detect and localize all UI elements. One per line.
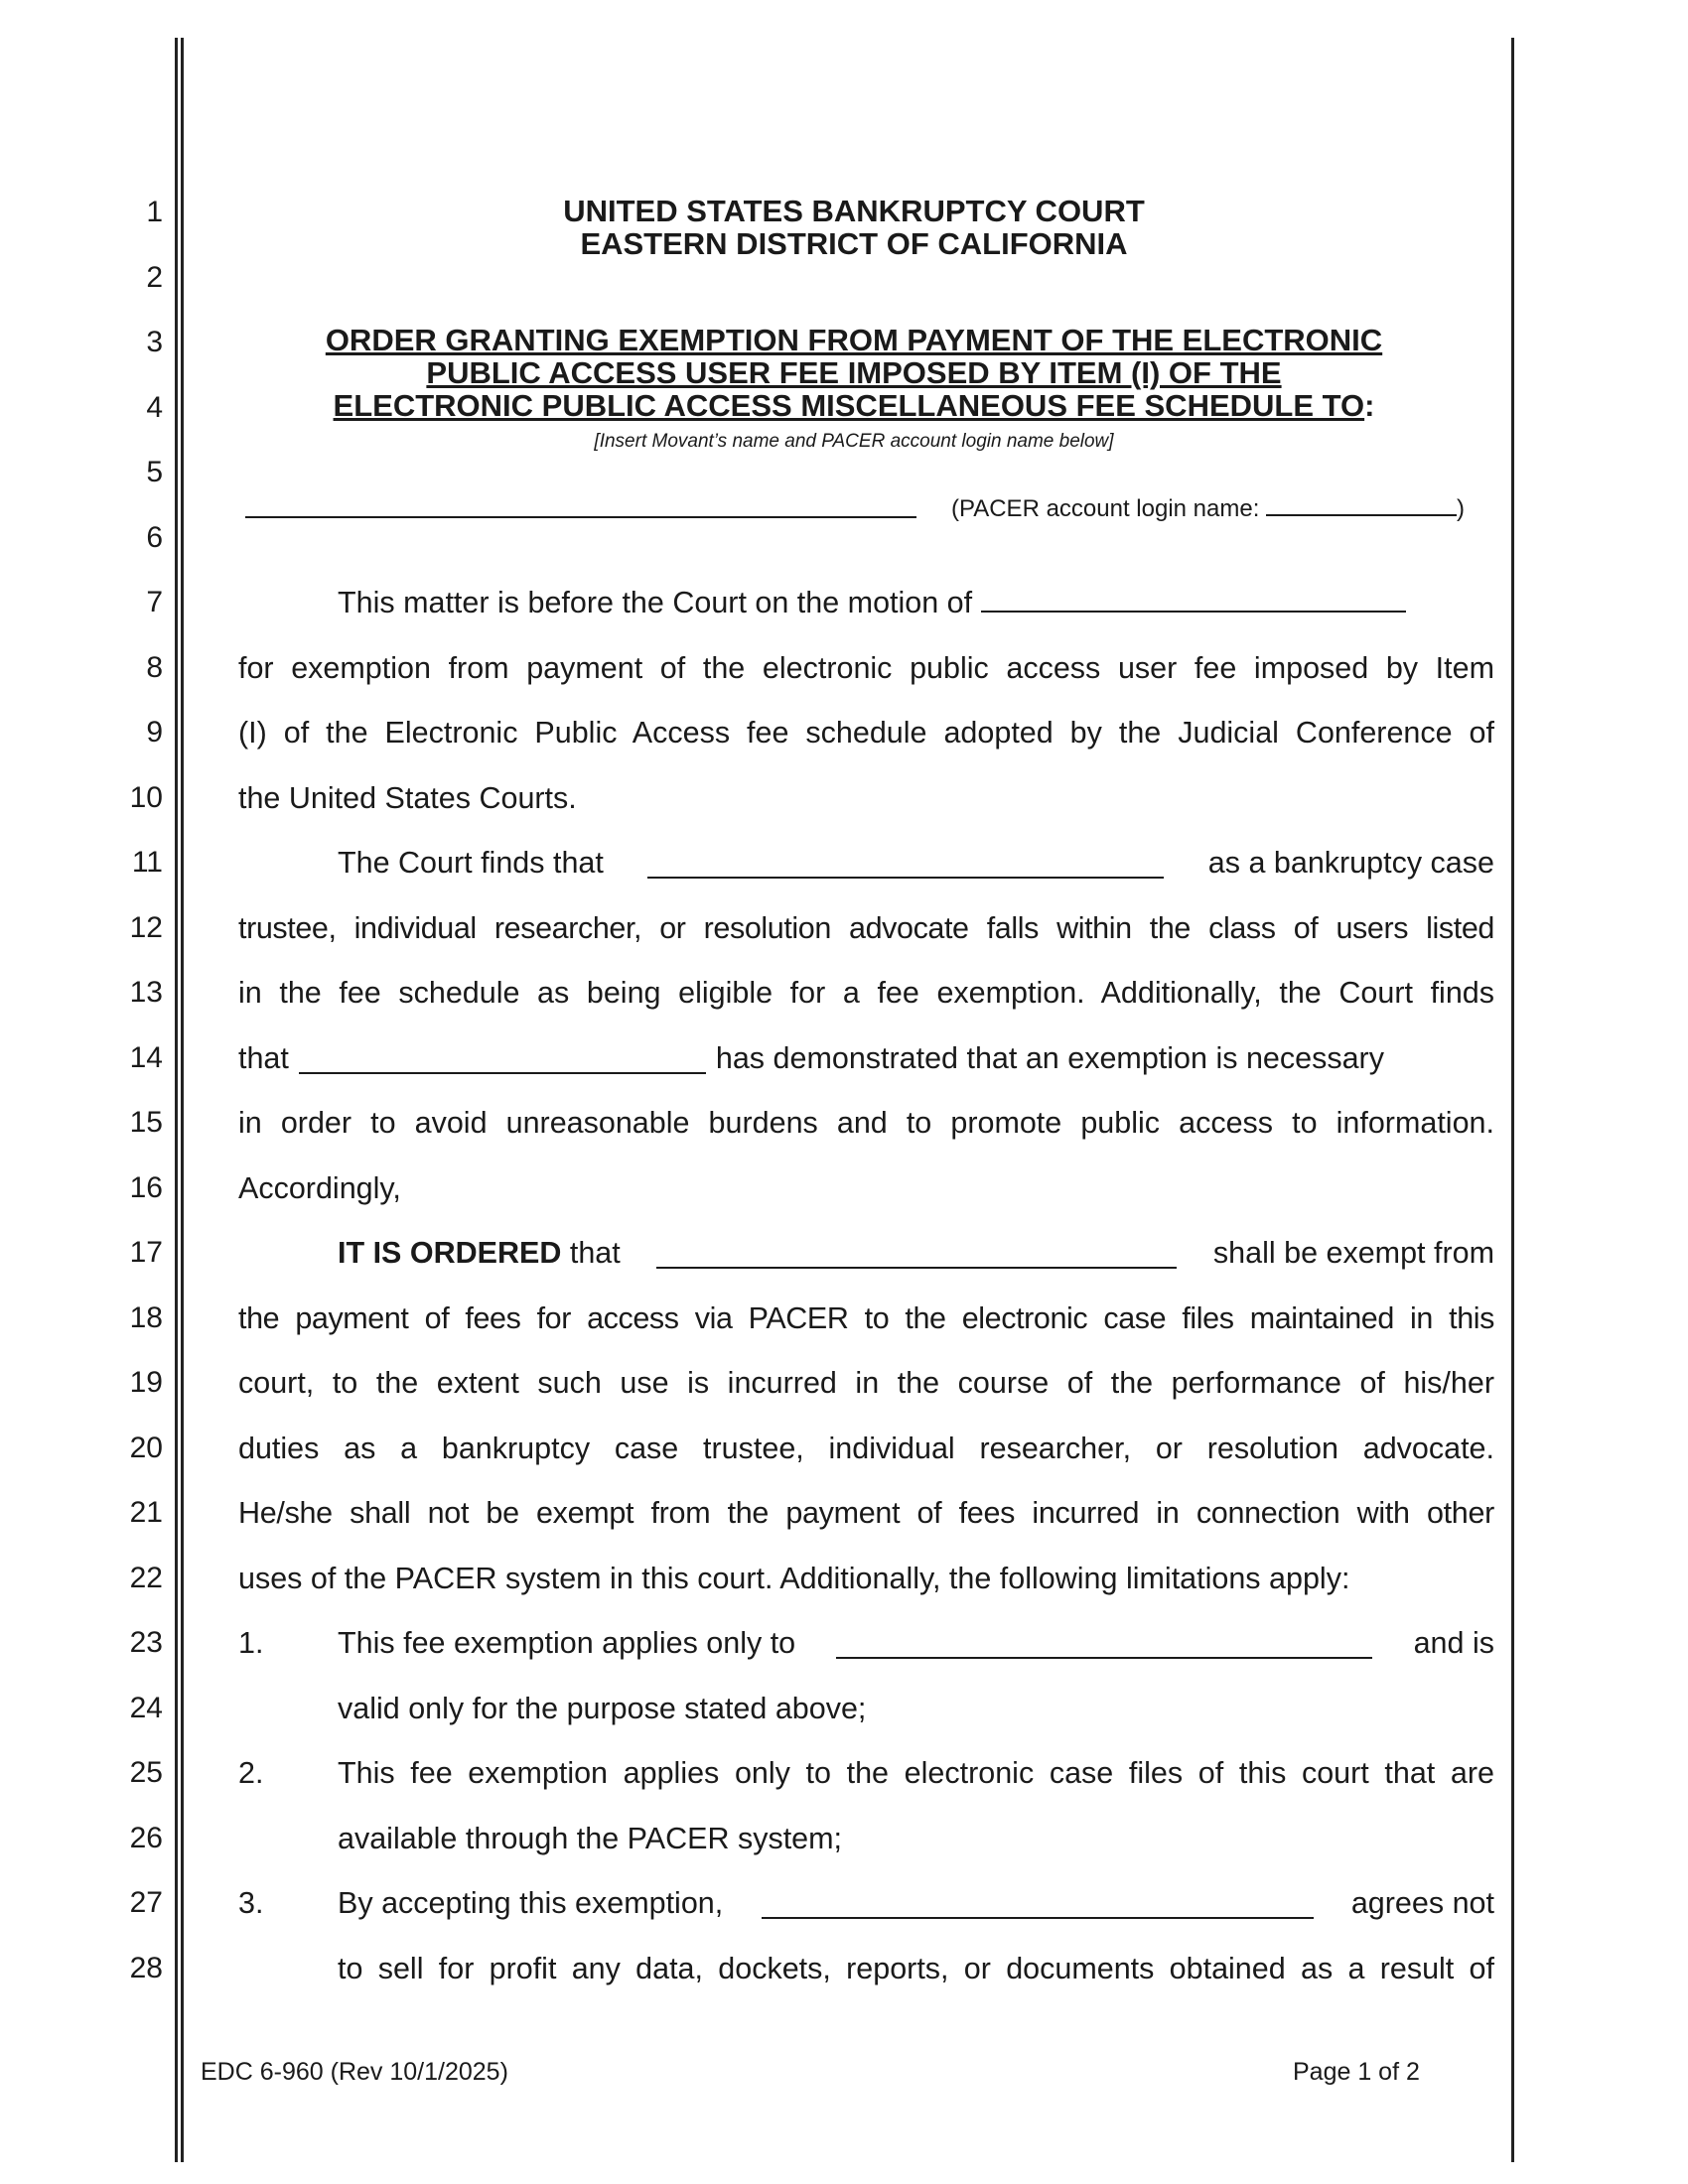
body-text: By accepting this exemption, [338,1886,724,1920]
line-number: 14 [129,1041,163,1074]
line-number: 20 [129,1432,163,1464]
list-number-1: 1. [238,1626,264,1660]
movant-blank-6[interactable] [762,1891,1314,1919]
body-line-16: Accordingly, [238,1171,401,1205]
line-number: 4 [146,391,163,424]
line-number: 3 [146,326,163,358]
left-margin-rule-inner [181,38,184,2162]
order-title-line-2: PUBLIC ACCESS USER FEE IMPOSED BY ITEM (I) OF THE [426,355,1282,390]
body-text: This matter is before the Court on the motion of [338,586,973,619]
pacer-login-close: ) [1457,495,1466,522]
body-line-12: trustee, individual researcher, or resolution advocate falls within the class of users listed [238,911,1494,945]
line-number: 10 [129,781,163,814]
body-text: that [238,1041,289,1075]
court-district: EASTERN DISTRICT OF CALIFORNIA [580,226,1128,261]
list-number-2: 2. [238,1756,264,1790]
order-title-line-1: ORDER GRANTING EXEMPTION FROM PAYMENT OF THE ELECTRONIC [325,323,1383,357]
line-number: 18 [129,1301,163,1334]
order-title-line-3: ELECTRONIC PUBLIC ACCESS MISCELLANEOUS FEE SCHEDULE TO [333,388,1365,423]
body-line-13: in the fee schedule as being eligible for a fee exemption. Additionally, the Court finds [238,976,1494,1010]
list-item-1-line-1 [338,1625,1494,1661]
order-title-colon: : [1364,388,1375,423]
body-text: shall be exempt from [1212,1236,1494,1270]
line-number: 5 [146,456,163,488]
body-line-21: He/she shall not be exempt from the payment of fees incurred in connection with other [238,1496,1494,1530]
page-number: Page 1 of 2 [1293,2058,1420,2086]
body-line-8: for exemption from payment of the electronic public access user fee imposed by Item [238,651,1494,685]
body-line-15: in order to avoid unreasonable burdens and to promote public access to information. [238,1106,1494,1140]
movant-name-field[interactable] [245,486,916,518]
body-text: The Court finds that [338,846,604,880]
line-number: 27 [129,1886,163,1919]
line-number: 11 [131,846,163,879]
movant-blank-2[interactable] [647,851,1164,879]
line-number: 1 [146,196,163,228]
line-number: 9 [146,716,163,749]
movant-blank-3[interactable] [299,1046,706,1074]
movant-blank-5[interactable] [836,1631,1372,1659]
list-item-3-line-2: to sell for profit any data, dockets, reports, or documents obtained as a result of [338,1952,1494,1985]
line-number: 15 [129,1106,163,1139]
body-text: This fee exemption applies only to [338,1626,796,1660]
movant-blank-1[interactable] [981,585,1406,613]
body-text: agrees not [1350,1886,1494,1920]
pacer-login-label: (PACER account login name: [951,495,1267,522]
line-number: 12 [129,911,163,944]
court-name: UNITED STATES BANKRUPTCY COURT [563,194,1145,228]
body-text: has demonstrated that an exemption is necessary [715,1041,1384,1075]
line-number: 8 [146,651,163,684]
line-number: 22 [129,1562,163,1594]
body-line-17 [338,1235,1494,1271]
body-line-14 [238,1040,1450,1076]
order-title-line-3-wrap [238,389,1470,423]
pacer-login-field[interactable] [1266,490,1457,516]
line-number: 24 [129,1692,163,1724]
pacer-login-row [951,490,1465,524]
body-line-20: duties as a bankruptcy case trustee, individual researcher, or resolution advocate. [238,1432,1494,1465]
line-number: 13 [129,976,163,1009]
body-line-9: (I) of the Electronic Public Access fee schedule adopted by the Judicial Conference of [238,716,1494,750]
body-text: and is [1413,1626,1494,1660]
left-margin-rule-outer [175,38,178,2162]
list-item-2-line-1: This fee exemption applies only to the electronic case files of this court that are [338,1756,1494,1790]
body-text: as a bankruptcy case [1207,846,1494,880]
body-line-7 [338,585,1406,620]
list-item-3-line-1 [338,1885,1494,1921]
right-margin-rule [1511,38,1514,2162]
line-number: 17 [129,1236,163,1269]
body-line-19: court, to the extent such use is incurred in the course of the performance of his/her [238,1366,1494,1400]
line-number: 16 [129,1171,163,1204]
line-number: 25 [129,1756,163,1789]
line-number: 6 [146,521,163,554]
movant-blank-4[interactable] [656,1241,1177,1269]
body-line-22: uses of the PACER system in this court. Additionally, the following limitations apply: [238,1562,1350,1595]
list-item-2-line-2: available through the PACER system; [338,1822,843,1855]
line-number: 21 [129,1496,163,1529]
body-text: that [569,1236,621,1270]
line-number: 19 [129,1366,163,1399]
form-identifier: EDC 6-960 (Rev 10/1/2025) [201,2058,508,2086]
it-is-ordered: IT IS ORDERED [338,1236,562,1270]
line-number: 26 [129,1822,163,1854]
line-number: 2 [146,261,163,294]
line-number: 23 [129,1626,163,1659]
body-line-11 [338,845,1494,881]
list-number-3: 3. [238,1886,264,1920]
body-line-18: the payment of fees for access via PACER to the electronic case files maintained in this [238,1301,1494,1335]
list-item-1-line-2: valid only for the purpose stated above; [338,1692,867,1725]
line-number: 7 [146,586,163,618]
instruction-note: [Insert Movant’s name and PACER account login name below] [594,431,1114,452]
body-line-10: the United States Courts. [238,781,577,815]
line-number: 28 [129,1952,163,1984]
